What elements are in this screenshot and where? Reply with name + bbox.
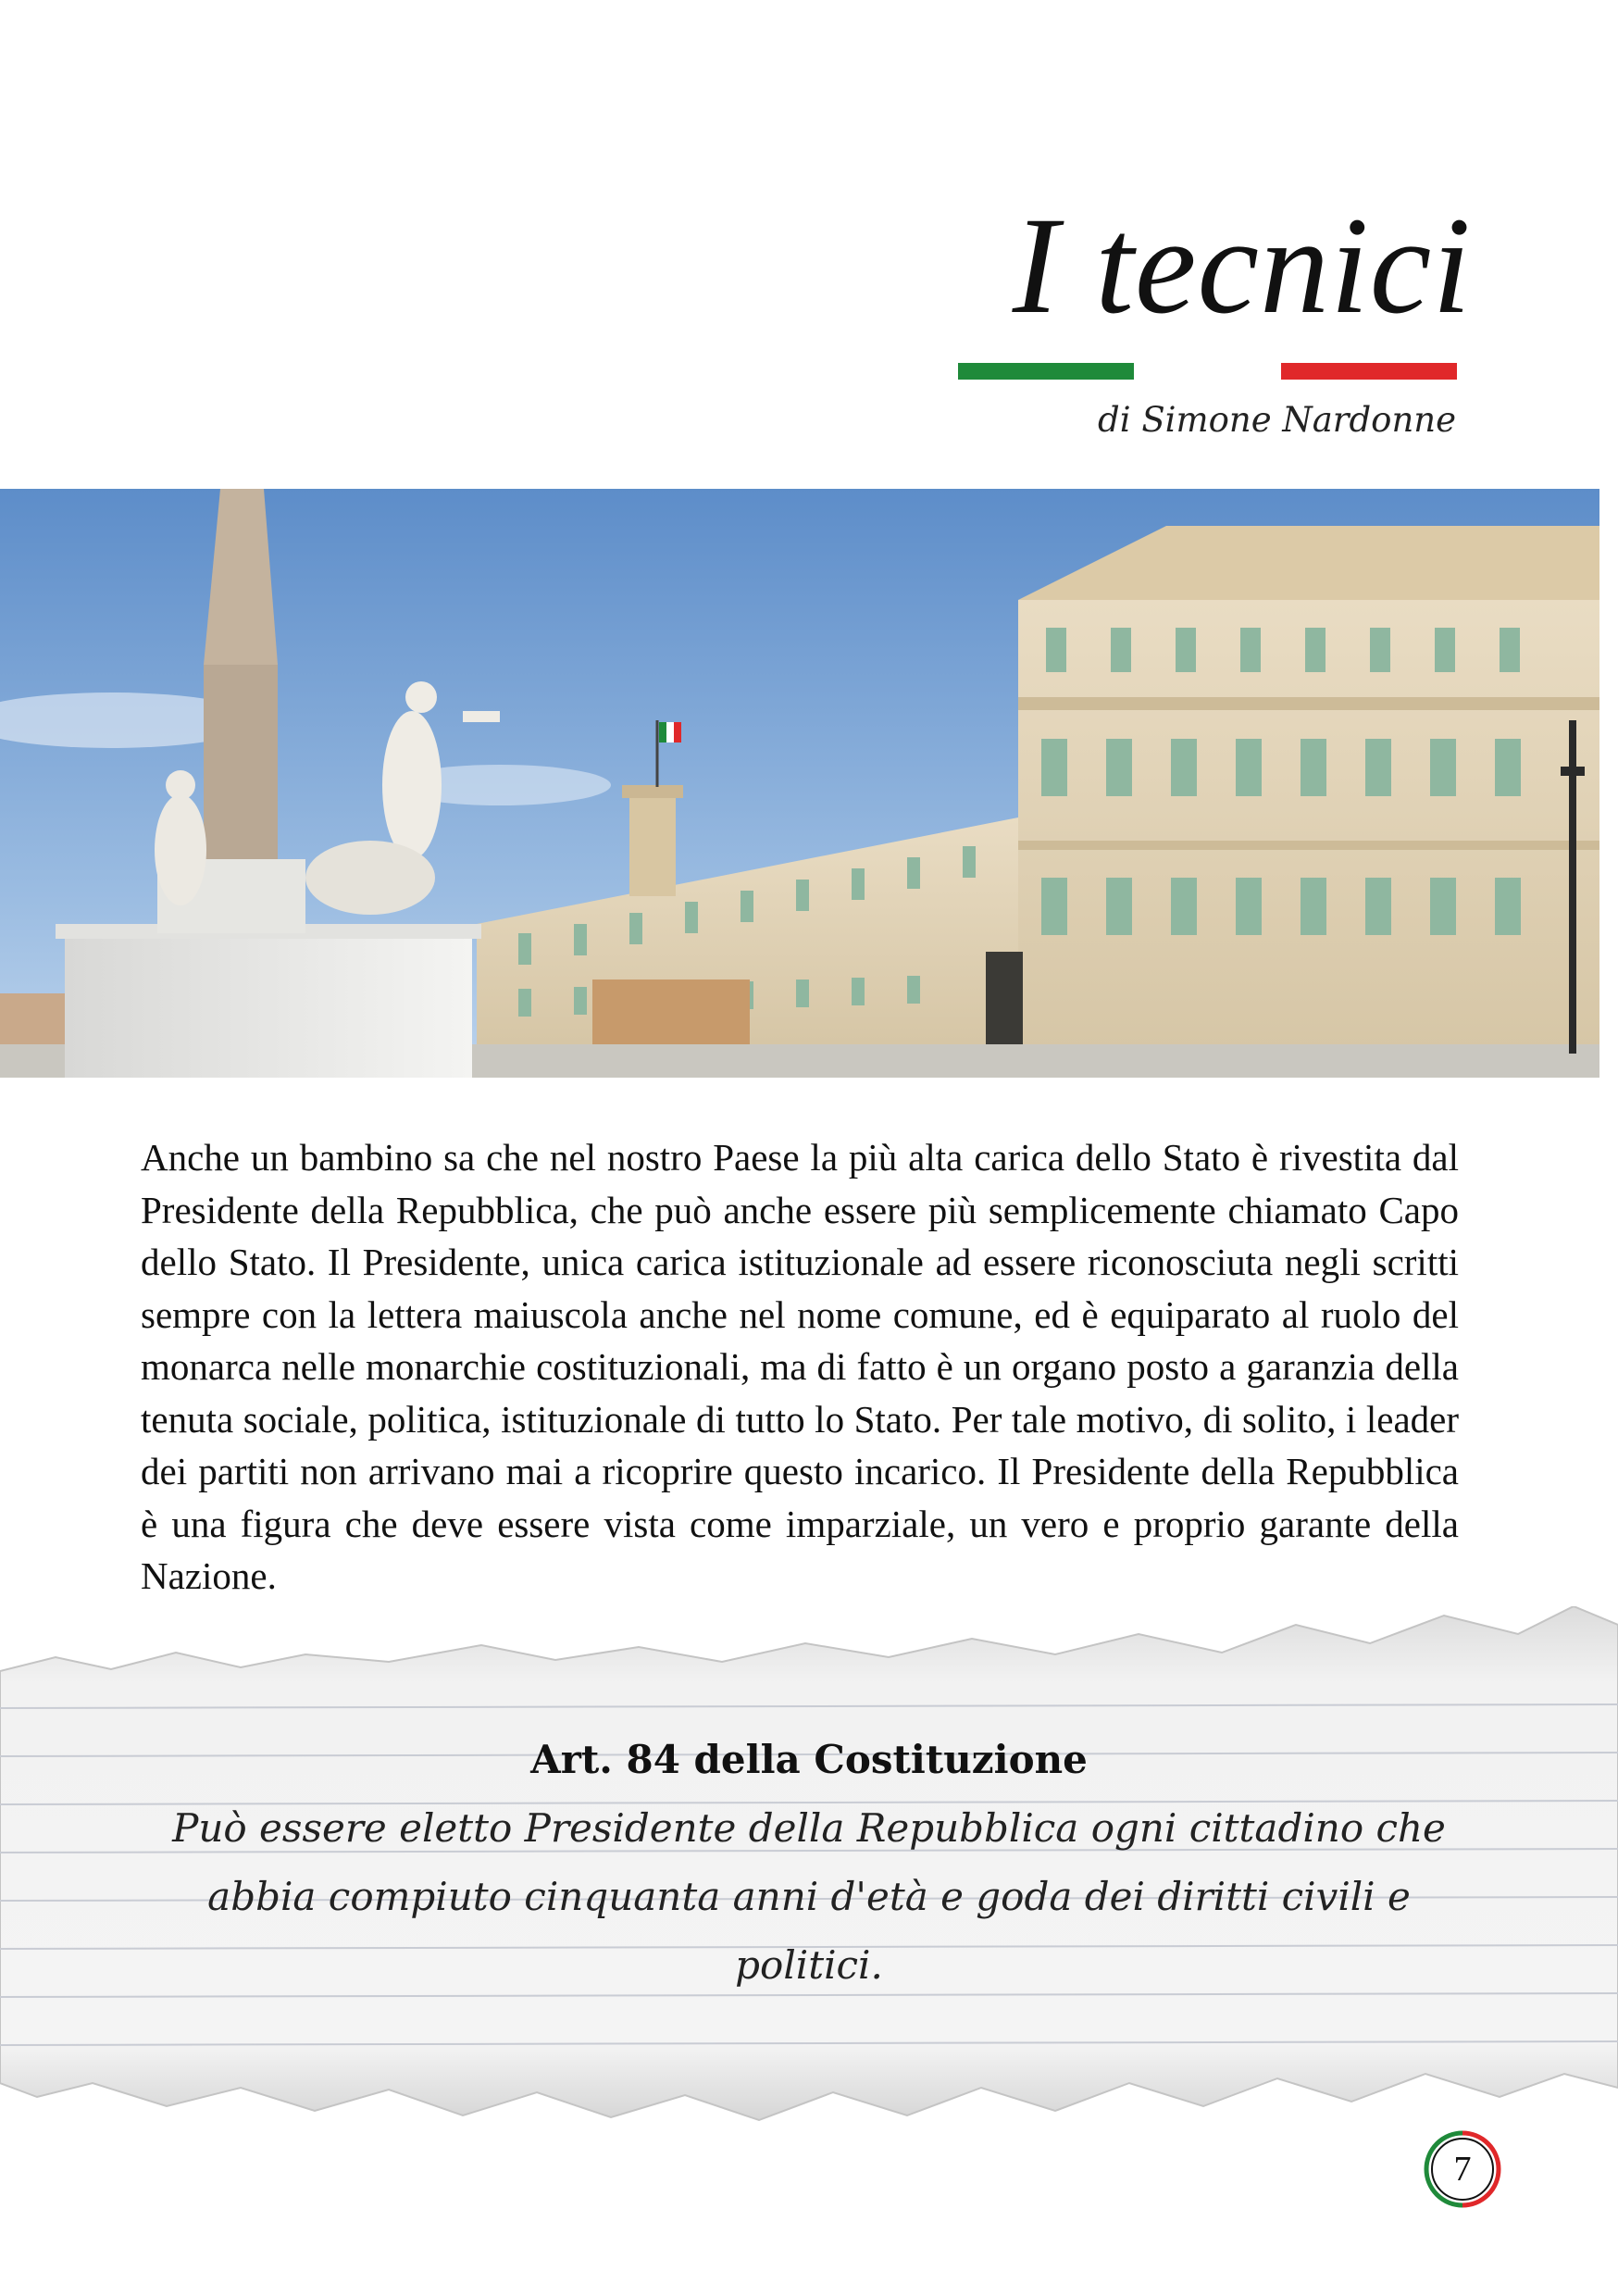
flag-red-bar <box>1281 363 1457 380</box>
page-number: 7 <box>1453 2150 1472 2189</box>
body-paragraph: Anche un bambino sa che nel nostro Paese la più alta carica dello Stato è rivestita dal Presidente della Repubblica, che può anche essere più semplicemente chiamato Capo dello Stato. Il Presidente, unica carica istituzionale ad essere riconosciuta negli scritti sempre con la lettera maiuscola anche nel nome comune, ed è equiparato al ruolo del monarca nelle monarchie costituzionali, ma di fatto è un organo posto a garanzia della tenuta sociale, politica, istituzionale di tutto lo Stato. Per tale motivo, di solito, i leader dei partiti non arrivano mai a ricoprire questo incarico. Il Presidente della Repubblica è una figura che deve essere vista come imparziale, un vero e proprio garante della Nazione. <box>141 1136 1459 1597</box>
article-text: Può essere eletto Presidente della Repubblica ogni cittadino che abbia compiuto cinquanta anni d'età e goda dei diritti civili e politici. <box>172 1805 1446 1988</box>
quirinale-photo <box>0 489 1599 1078</box>
byline: di Simone Nardonne <box>1098 400 1456 440</box>
flag-green-bar <box>958 363 1134 380</box>
article-title: Art. 84 della Costituzione <box>530 1737 1088 1782</box>
page-number-badge <box>1423 2129 1502 2209</box>
page-title: I tecnici <box>1012 189 1472 343</box>
